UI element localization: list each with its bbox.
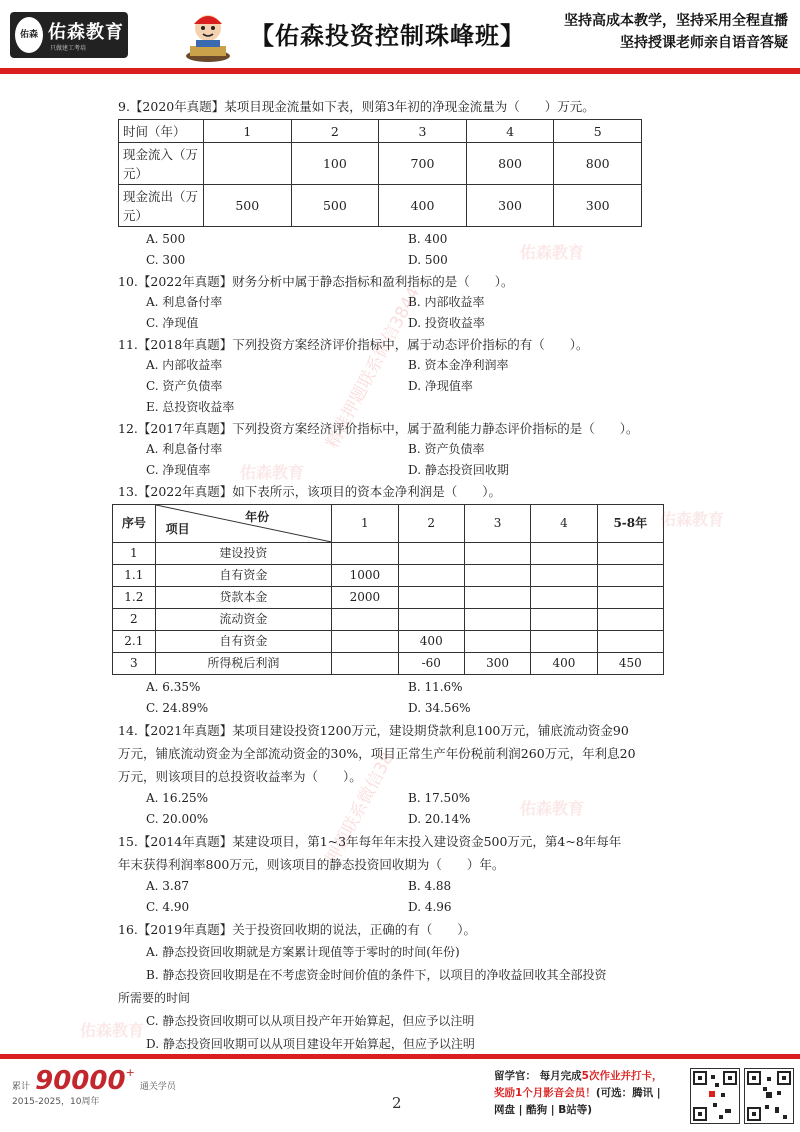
promo-text	[494, 1068, 686, 1119]
question-15-line: 15.【2014年真题】某建设项目，第1~3年每年年末投入建设资金500万元，第4~8年每年	[118, 834, 622, 849]
table-header-cell: 4	[466, 120, 554, 143]
table-cell: 300	[466, 185, 554, 227]
logo-text: 佑森教育	[48, 22, 124, 43]
option: D. 静态投资回收期可以从项目建设年开始算起，但应予以注明	[146, 1037, 475, 1051]
table-header-cell: 4	[531, 505, 597, 543]
table-cell: 400	[531, 653, 597, 675]
option: D. 20.14%	[408, 812, 471, 826]
promo-label: 留学官：	[494, 1070, 536, 1082]
table-cell	[597, 609, 663, 631]
stats-suffix: 通关学员	[139, 1082, 176, 1092]
header-divider	[0, 68, 800, 74]
table-cell	[597, 587, 663, 609]
table-cell	[332, 631, 398, 653]
table-header-cell: 时间（年）	[119, 120, 204, 143]
table-cell	[597, 543, 663, 565]
watermark-logo: 佑森教育	[520, 243, 585, 262]
table-cell: 450	[597, 653, 663, 675]
option: B. 静态投资回收期是在不考虑资金时间价值的条件下，以项目的净收益回收其全部投资	[146, 968, 607, 982]
table-cell: 300	[554, 185, 642, 227]
table-cell: 自有资金	[155, 631, 331, 653]
promo-text-part: (可选：腾讯 |	[595, 1087, 661, 1099]
footer-divider	[0, 1054, 800, 1059]
watermark-logo: 佑森教育	[240, 463, 305, 482]
table-cell: 所得税后利润	[155, 653, 331, 675]
option: C. 静态投资回收期可以从项目投产年开始算起，但应予以注明	[146, 1014, 475, 1028]
table-header-cell: 5	[554, 120, 642, 143]
option: A. 利息备付率	[146, 295, 223, 309]
option: D. 净现值率	[408, 379, 473, 393]
question-9-table	[118, 119, 642, 227]
table-cell: 2	[113, 609, 156, 631]
watermark-logo: 佑森教育	[520, 799, 585, 818]
page-header	[0, 0, 800, 70]
table-header-cell: 3	[464, 505, 530, 543]
slogan-line-1: 坚持高成本教学，坚持采用全程直播	[564, 13, 788, 29]
question-list	[118, 96, 690, 1056]
table-cell: 1000	[332, 565, 398, 587]
question-16-stem: 16.【2019年真题】关于投资回收期的说法，正确的有（ ）。	[118, 922, 476, 937]
option: C. 300	[146, 253, 186, 267]
table-cell: 建设投资	[155, 543, 331, 565]
table-cell	[332, 543, 398, 565]
option: C. 净现值率	[146, 463, 211, 477]
brand-logo	[10, 12, 128, 58]
option: B. 4.88	[408, 879, 452, 893]
table-cell: -60	[398, 653, 464, 675]
table-cell: 现金流出（万元）	[119, 185, 204, 227]
table-cell: 2.1	[113, 631, 156, 653]
table-cell	[531, 543, 597, 565]
question-13-stem: 13.【2022年真题】如下表所示，该项目的资本金净利润是（ ）。	[118, 484, 501, 499]
stats-number: 90000	[35, 1066, 126, 1096]
option: C. 净现值	[146, 316, 199, 330]
logo-seal: 佑森	[15, 17, 43, 53]
corner-bottom-label: 项目	[165, 522, 190, 536]
option: B. 资本金净利润率	[408, 358, 509, 372]
question-9-options	[118, 229, 690, 271]
question-13-table	[112, 504, 664, 675]
question-14-line: 14.【2021年真题】某项目建设投资1200万元，建设期贷款利息100万元，铺底流动资金90	[118, 723, 629, 738]
watermark-diagonal: 押题联系微信38	[322, 749, 399, 868]
watermark-diagonal: 精准押题联系微信3844	[322, 284, 425, 452]
question-9-stem: 9.【2020年真题】某项目现金流量如下表，则第3年初的净现金流量为（ ）万元。	[118, 99, 595, 114]
table-cell	[464, 543, 530, 565]
option: A. 静态投资回收期就是方案累计现值等于零时的时间(年份)	[146, 945, 460, 959]
option-continuation: 所需要的时间	[118, 991, 191, 1005]
qr-code-icon	[744, 1068, 794, 1124]
option: B. 400	[408, 232, 448, 246]
table-cell	[464, 587, 530, 609]
table-cell: 2000	[332, 587, 398, 609]
option: C. 20.00%	[146, 812, 209, 826]
corner-top-label: 年份	[245, 510, 270, 524]
option: D. 34.56%	[408, 701, 471, 715]
option: E. 总投资收益率	[146, 400, 235, 414]
question-15-line: 年末获得利润率800万元，则该项目的静态投资回收期为（ ）年。	[118, 857, 505, 872]
option: A. 内部收益率	[146, 358, 223, 372]
table-cell: 400	[398, 631, 464, 653]
option: A. 6.35%	[146, 680, 201, 694]
question-10-stem: 10.【2022年真题】财务分析中属于静态指标和盈利指标的是（ ）。	[118, 274, 514, 289]
option: A. 16.25%	[146, 791, 209, 805]
question-14-options	[118, 788, 690, 830]
table-cell	[464, 609, 530, 631]
option: C. 4.90	[146, 900, 190, 914]
table-cell: 800	[554, 143, 642, 185]
table-header-cell: 1	[204, 120, 292, 143]
promo-text-part: 每月完成	[539, 1070, 582, 1082]
question-15-options	[118, 876, 690, 918]
slogan-line-2: 坚持授课老师亲自语音答疑	[620, 35, 788, 51]
table-cell: 500	[291, 185, 379, 227]
table-header-cell: 3	[379, 120, 467, 143]
option: B. 17.50%	[408, 791, 471, 805]
table-cell: 1.1	[113, 565, 156, 587]
question-12-stem: 12.【2017年真题】下列投资方案经济评价指标中，属于盈利能力静态评价指标的是（ ）。	[118, 421, 639, 436]
option: B. 11.6%	[408, 680, 463, 694]
table-cell: 流动资金	[155, 609, 331, 631]
option: C. 24.89%	[146, 701, 209, 715]
table-cell: 300	[464, 653, 530, 675]
qr-code-icon	[690, 1068, 740, 1124]
table-cell: 3	[113, 653, 156, 675]
table-cell	[531, 565, 597, 587]
option: D. 4.96	[408, 900, 452, 914]
student-stats	[12, 1066, 176, 1107]
question-15-stem	[118, 830, 690, 876]
question-12-options	[118, 439, 690, 481]
table-cell: 贷款本金	[155, 587, 331, 609]
table-header-cell: 2	[291, 120, 379, 143]
table-corner-cell	[155, 505, 331, 543]
option: D. 500	[408, 253, 448, 267]
table-cell: 700	[379, 143, 467, 185]
question-10-options	[118, 292, 690, 334]
stats-prefix: 累计	[12, 1082, 31, 1092]
option: B. 内部收益率	[408, 295, 485, 309]
table-cell: 400	[379, 185, 467, 227]
option: A. 利息备付率	[146, 442, 223, 456]
table-cell: 800	[466, 143, 554, 185]
watermark-logo: 佑森教育	[80, 1021, 145, 1040]
table-cell: 1.2	[113, 587, 156, 609]
stats-years: 2015-2025，10周年	[12, 1097, 100, 1107]
table-cell	[531, 631, 597, 653]
table-cell: 100	[291, 143, 379, 185]
table-cell: 自有资金	[155, 565, 331, 587]
table-header-cell: 序号	[113, 505, 156, 543]
stats-plus: +	[125, 1066, 135, 1079]
table-cell	[464, 631, 530, 653]
promo-highlight: 5次作业并打卡，	[581, 1070, 663, 1082]
table-cell	[531, 609, 597, 631]
question-11-stem: 11.【2018年真题】下列投资方案经济评价指标中，属于动态评价指标的有（ ）。	[118, 337, 589, 352]
table-cell	[204, 143, 292, 185]
table-cell: 1	[113, 543, 156, 565]
table-cell	[398, 609, 464, 631]
watermark-logo: 佑森教育	[660, 510, 725, 529]
question-14-line: 万元，则该项目的总投资收益率为（ ）。	[118, 769, 362, 784]
option: D. 静态投资回收期	[408, 463, 509, 477]
promo-text-part: 网盘 | 酷狗 | B站等)	[494, 1104, 593, 1116]
table-cell	[332, 609, 398, 631]
question-14-stem	[118, 719, 690, 788]
header-slogans	[564, 10, 788, 54]
table-cell: 现金流入（万元）	[119, 143, 204, 185]
table-cell	[597, 631, 663, 653]
table-header-cell: 1	[332, 505, 398, 543]
table-cell	[332, 653, 398, 675]
course-title: 【佑森投资控制珠峰班】	[250, 22, 525, 50]
option: B. 资产负债率	[408, 442, 485, 456]
table-cell	[398, 565, 464, 587]
mascot-icon	[182, 6, 234, 64]
table-header-cell: 5-8年	[597, 505, 663, 543]
promo-highlight: 奖励1个月影音会员！	[494, 1087, 596, 1099]
table-cell	[464, 565, 530, 587]
option: A. 3.87	[146, 879, 190, 893]
table-header-cell: 2	[398, 505, 464, 543]
table-cell: 500	[204, 185, 292, 227]
table-cell	[398, 587, 464, 609]
question-16-options	[118, 941, 690, 1056]
option: A. 500	[146, 232, 186, 246]
question-14-line: 万元，铺底流动资金为全部流动资金的30%，项目正常生产年份税前利润260万元，年利息20	[118, 746, 636, 761]
option: D. 投资收益率	[408, 316, 485, 330]
question-13-options	[118, 677, 690, 719]
logo-slogan: 只做建工考培	[50, 45, 87, 52]
table-cell	[531, 587, 597, 609]
question-11-options	[118, 355, 690, 418]
option: C. 资产负债率	[146, 379, 223, 393]
page-number: 2	[392, 1094, 402, 1112]
table-cell	[597, 565, 663, 587]
table-cell	[398, 543, 464, 565]
